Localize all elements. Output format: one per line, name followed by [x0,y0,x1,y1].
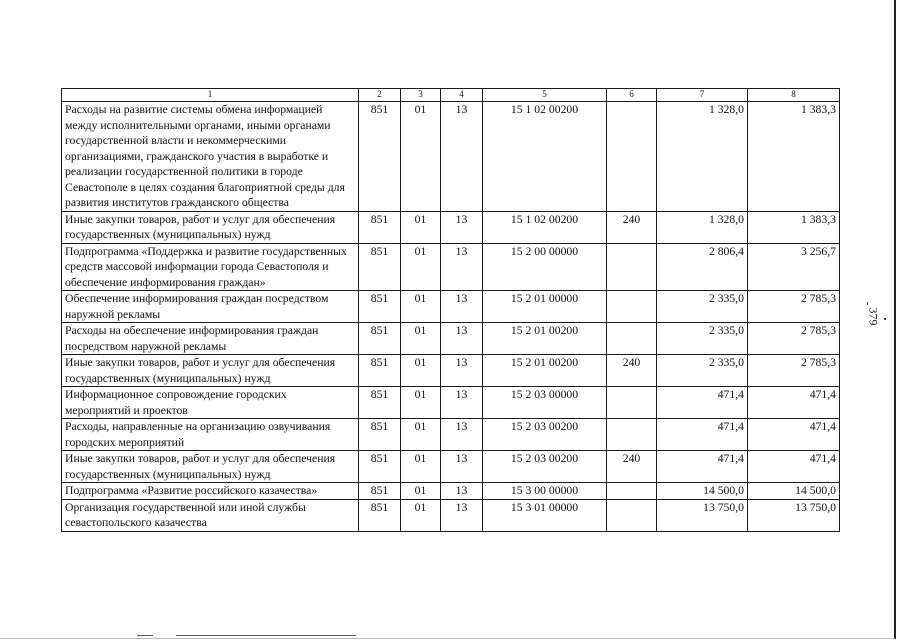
cell-col4: 13 [441,243,483,291]
cell-col2: 851 [359,291,401,323]
table-row [62,451,840,483]
cell-col3: 01 [401,499,441,531]
table-row [62,291,840,323]
cell-col8: 2 785,3 [748,291,840,323]
cell-col4: 13 [441,483,483,500]
cell-col4: 13 [441,355,483,387]
cell-col2: 851 [359,483,401,500]
cell-col7: 2 335,0 [657,291,748,323]
cell-col7: 471,4 [657,451,748,483]
cell-col3: 01 [401,483,441,500]
cell-col6 [607,102,657,212]
cell-col3: 01 [401,243,441,291]
cell-col4: 13 [441,499,483,531]
page-number: 379 [866,307,881,326]
bottom-mark [137,635,153,636]
row-name: Иные закупки товаров, работ и услуг для обеспечения государственных (муниципальных) нужд [62,211,359,243]
cell-col7: 13 750,0 [657,499,748,531]
table-row [62,419,840,451]
row-name: Обеспечение информирования граждан посредством наружной рекламы [62,291,359,323]
column-header: 8 [748,89,840,102]
column-header: 7 [657,89,748,102]
cell-col6 [607,243,657,291]
column-header: 3 [401,89,441,102]
cell-col4: 13 [441,387,483,419]
cell-col7: 1 328,0 [657,211,748,243]
row-name: Иные закупки товаров, работ и услуг для обеспечения государственных (муниципальных) нужд [62,451,359,483]
cell-col6: 240 [607,211,657,243]
cell-col3: 01 [401,291,441,323]
cell-col8: 1 383,3 [748,211,840,243]
cell-col4: 13 [441,451,483,483]
cell-col6 [607,323,657,355]
table-row [62,355,840,387]
cell-col8: 2 785,3 [748,355,840,387]
cell-col7: 2 335,0 [657,323,748,355]
table-row [62,323,840,355]
cell-col3: 01 [401,387,441,419]
table-row [62,483,840,500]
cell-col8: 471,4 [748,387,840,419]
cell-col5: 15 1 02 00200 [483,102,607,212]
cell-col8: 471,4 [748,419,840,451]
column-header: 5 [483,89,607,102]
header-row [62,89,840,102]
cell-col4: 13 [441,211,483,243]
cell-col4: 13 [441,102,483,212]
cell-col5: 15 3 00 00000 [483,483,607,500]
cell-col4: 13 [441,419,483,451]
row-name: Расходы на обеспечение информирования граждан посредством наружной рекламы [62,323,359,355]
cell-col2: 851 [359,499,401,531]
cell-col3: 01 [401,102,441,212]
cell-col7: 471,4 [657,387,748,419]
cell-col5: 15 2 03 00200 [483,451,607,483]
table-row [62,387,840,419]
scan-speck [867,302,868,305]
cell-col2: 851 [359,419,401,451]
cell-col7: 1 328,0 [657,102,748,212]
cell-col2: 851 [359,387,401,419]
cell-col2: 851 [359,451,401,483]
bottom-mark [176,635,356,636]
row-name: Расходы на развитие системы обмена информацией между исполнительными органами, иными органами государственной власти и некоммерческими организациями, гражданского участия в выработке и реализации государственной политики в городе Севастополе в целях создания благоприятной среды для развития институтов гражданского общества [62,102,359,212]
cell-col5: 15 2 01 00000 [483,291,607,323]
cell-col6 [607,387,657,419]
table-row [62,211,840,243]
cell-col6 [607,419,657,451]
cell-col7: 14 500,0 [657,483,748,500]
cell-col6 [607,499,657,531]
cell-col5: 15 3 01 00000 [483,499,607,531]
row-name: Информационное сопровождение городских мероприятий и проектов [62,387,359,419]
cell-col5: 15 1 02 00200 [483,211,607,243]
cell-col5: 15 2 00 00000 [483,243,607,291]
cell-col7: 471,4 [657,419,748,451]
cell-col3: 01 [401,419,441,451]
column-header: 4 [441,89,483,102]
table-row [62,243,840,291]
cell-col5: 15 2 01 00200 [483,355,607,387]
cell-col2: 851 [359,355,401,387]
cell-col6 [607,483,657,500]
cell-col4: 13 [441,323,483,355]
cell-col3: 01 [401,211,441,243]
column-header: 2 [359,89,401,102]
row-name: Подпрограмма «Развитие российского казачества» [62,483,359,500]
cell-col2: 851 [359,102,401,212]
cell-col6 [607,291,657,323]
cell-col2: 851 [359,323,401,355]
cell-col3: 01 [401,355,441,387]
cell-col8: 13 750,0 [748,499,840,531]
cell-col2: 851 [359,211,401,243]
cell-col8: 1 383,3 [748,102,840,212]
cell-col6: 240 [607,355,657,387]
cell-col8: 2 785,3 [748,323,840,355]
scan-speck [884,318,886,320]
cell-col4: 13 [441,291,483,323]
cell-col5: 15 2 03 00200 [483,419,607,451]
column-header: 1 [62,89,359,102]
row-name: Подпрограмма «Поддержка и развитие государственных средств массовой информации города Севастополя и обеспечение информирования граждан» [62,243,359,291]
row-name: Расходы, направленные на организацию озвучивания городских мероприятий [62,419,359,451]
column-header: 6 [607,89,657,102]
table-row [62,102,840,212]
cell-col7: 2 335,0 [657,355,748,387]
cell-col6: 240 [607,451,657,483]
budget-table [61,88,840,532]
table-row [62,499,840,531]
cell-col8: 14 500,0 [748,483,840,500]
cell-col3: 01 [401,451,441,483]
cell-col5: 15 2 03 00000 [483,387,607,419]
row-name: Организация государственной или иной службы севастопольского казачества [62,499,359,531]
row-name: Иные закупки товаров, работ и услуг для обеспечения государственных (муниципальных) нужд [62,355,359,387]
cell-col3: 01 [401,323,441,355]
cell-col7: 2 806,4 [657,243,748,291]
cell-col2: 851 [359,243,401,291]
cell-col8: 3 256,7 [748,243,840,291]
cell-col5: 15 2 01 00200 [483,323,607,355]
cell-col8: 471,4 [748,451,840,483]
